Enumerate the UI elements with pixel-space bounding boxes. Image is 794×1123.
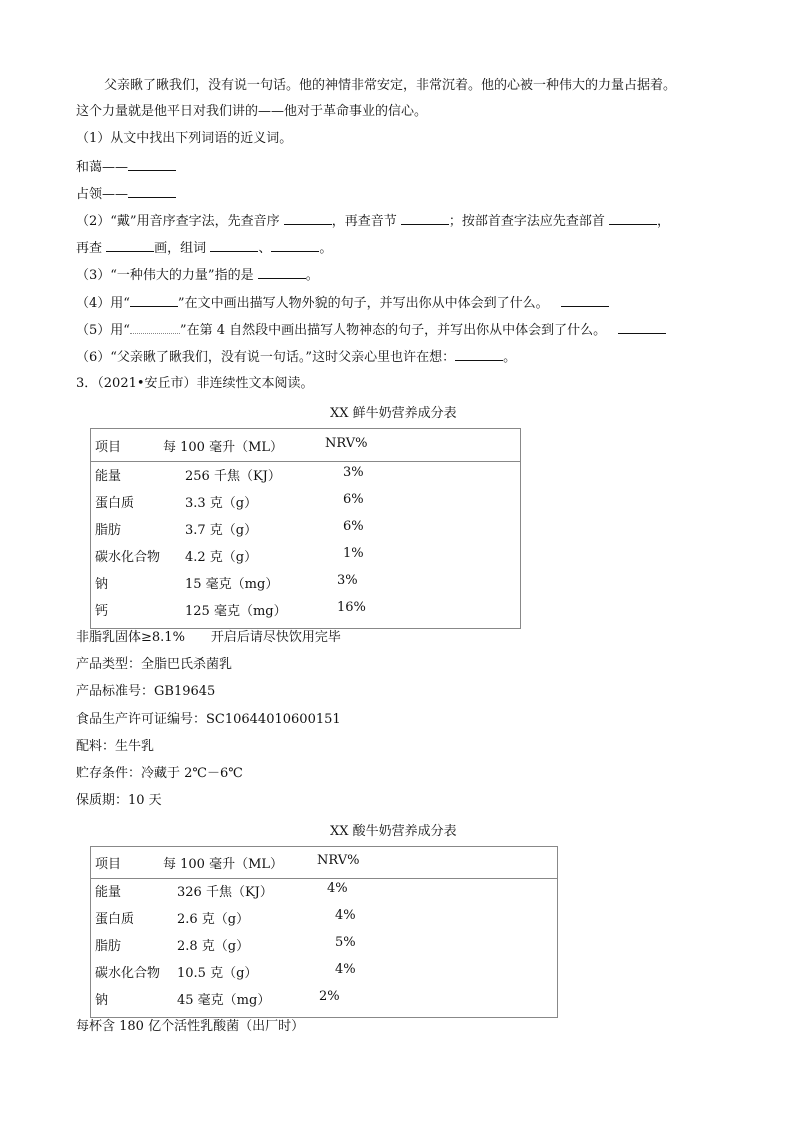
table-header-row [91, 429, 520, 462]
answer-blank[interactable] [128, 185, 176, 198]
header-item: 项目 [95, 440, 122, 455]
answer-blank[interactable] [210, 239, 258, 252]
question-6 [76, 348, 516, 367]
answer-blank[interactable] [561, 294, 609, 307]
question-1a [76, 158, 176, 177]
section-3-heading: 3．（2021•安丘市）非连续性文本阅读。 [76, 376, 314, 391]
row-item: 钠 [95, 577, 109, 592]
question-1a-text: 和蔼—— [76, 160, 129, 175]
row-item: 蛋白质 [95, 496, 135, 511]
row-nrv: 1% [343, 546, 364, 561]
question-3-text: （3）“一种伟大的力量”指的是 [76, 268, 254, 283]
row-nrv: 4% [335, 908, 356, 923]
question-1: （1）从文中找出下列词语的近义词。 [76, 131, 293, 146]
row-item: 碳水化合物 [95, 966, 161, 981]
row-amount: 326 千焦（KJ） [177, 885, 273, 900]
row-nrv: 2% [319, 989, 340, 1004]
yogurt-nutrition-table [90, 846, 558, 1018]
passage-line-2: 这个力量就是他平日对我们讲的——他对于革命事业的信心。 [76, 104, 428, 119]
milk-nutrition-table [90, 428, 521, 629]
question-4-text-a: （4）用“ [76, 296, 130, 311]
row-nrv: 4% [327, 881, 348, 896]
row-amount: 256 千焦（KJ） [185, 469, 281, 484]
question-3 [76, 266, 319, 285]
row-amount: 10.5 克（g） [177, 966, 258, 981]
question-4 [76, 294, 609, 313]
milk-info-line: 配料：生牛乳 [76, 739, 155, 754]
milk-info-line: 保质期：10 天 [76, 793, 162, 808]
question-2-text-d: ， [657, 214, 671, 229]
row-nrv: 6% [343, 519, 364, 534]
question-2-text-b: ，再查音节 [331, 214, 397, 229]
yogurt-table-title: XX 酸牛奶营养成分表 [330, 824, 457, 839]
header-per-100ml: 每 100 毫升（ML） [163, 440, 284, 455]
question-1b-text: 占领—— [76, 187, 129, 202]
header-item: 项目 [95, 857, 122, 872]
row-item: 脂肪 [95, 523, 122, 538]
question-5-text-b: ”在第 4 自然段中画出描写人物神态的句子，并写出你从中体会到了什么。 [179, 323, 607, 338]
answer-blank[interactable] [106, 239, 154, 252]
row-item: 蛋白质 [95, 912, 135, 927]
answer-blank[interactable] [258, 266, 306, 279]
yogurt-info-line: 每杯含 180 亿个活性乳酸菌（出厂时） [76, 1019, 305, 1034]
row-amount: 3.3 克（g） [185, 496, 258, 511]
answer-blank[interactable] [284, 212, 332, 225]
answer-blank[interactable] [455, 348, 503, 361]
header-nrv: NRV% [317, 853, 360, 868]
row-nrv: 4% [335, 962, 356, 977]
question-2-text-a: （2）“戴”用音序查字法，先查音序 [76, 214, 280, 229]
milk-info-line: 食品生产许可证编号：SC10644010600151 [76, 712, 341, 727]
row-amount: 2.8 克（g） [177, 939, 250, 954]
passage-line-1: 父亲瞅了瞅我们，没有说一句话。他的神情非常安定，非常沉着。他的心被一种伟大的力量占据着。 [104, 78, 677, 93]
row-item: 能量 [95, 885, 122, 900]
answer-blank[interactable] [609, 212, 657, 225]
row-item: 碳水化合物 [95, 550, 161, 565]
milk-info-line: 非脂乳固体≥8.1% 开启后请尽快饮用完毕 [76, 630, 341, 645]
row-item: 能量 [95, 469, 122, 484]
question-2-text-c: ；按部首查字法应先查部首 [448, 214, 605, 229]
row-item: 钠 [95, 993, 109, 1008]
answer-blank[interactable] [401, 212, 449, 225]
header-per-100ml: 每 100 毫升（ML） [163, 857, 284, 872]
question-4-text-b: ”在文中画出描写人物外貌的句子，并写出你从中体会到了什么。 [177, 296, 549, 311]
wavy-underline-sample [130, 321, 180, 334]
question-2-line-1 [76, 212, 670, 231]
row-nrv: 6% [343, 492, 364, 507]
table-header-row [91, 847, 557, 879]
row-amount: 125 毫克（mg） [185, 604, 287, 619]
row-amount: 45 毫克（mg） [177, 993, 271, 1008]
row-item: 钙 [95, 604, 109, 619]
question-2-text-h: 。 [319, 241, 333, 256]
question-5-text-a: （5）用“ [76, 323, 130, 338]
milk-info-line: 贮存条件：冷藏于 2℃－6℃ [76, 766, 243, 781]
row-nrv: 5% [335, 935, 356, 950]
question-5 [76, 321, 666, 340]
answer-blank[interactable] [128, 158, 176, 171]
answer-blank[interactable] [271, 239, 319, 252]
row-amount: 15 毫克（mg） [185, 577, 279, 592]
row-nrv: 3% [337, 573, 358, 588]
row-amount: 2.6 克（g） [177, 912, 250, 927]
answer-blank[interactable] [618, 321, 666, 334]
question-3-end: 。 [305, 268, 319, 283]
question-2-text-g: 、 [258, 241, 272, 256]
question-2-text-f: 画，组词 [154, 241, 207, 256]
header-nrv: NRV% [325, 436, 368, 451]
row-nrv: 3% [343, 465, 364, 480]
question-2-text-e: 再查 [76, 241, 103, 256]
question-6-end: 。 [503, 350, 517, 365]
question-2-line-2 [76, 239, 332, 258]
row-item: 脂肪 [95, 939, 122, 954]
milk-info-line: 产品标准号：GB19645 [76, 684, 216, 699]
underline-sample [130, 294, 178, 307]
row-nrv: 16% [337, 600, 366, 615]
question-1b [76, 185, 176, 204]
milk-info-line: 产品类型：全脂巴氏杀菌乳 [76, 657, 233, 672]
milk-table-title: XX 鲜牛奶营养成分表 [330, 406, 457, 421]
row-amount: 3.7 克（g） [185, 523, 258, 538]
row-amount: 4.2 克（g） [185, 550, 258, 565]
question-6-text: （6）“父亲瞅了瞅我们，没有说一句话。”这时父亲心里也许在想： [76, 350, 456, 365]
